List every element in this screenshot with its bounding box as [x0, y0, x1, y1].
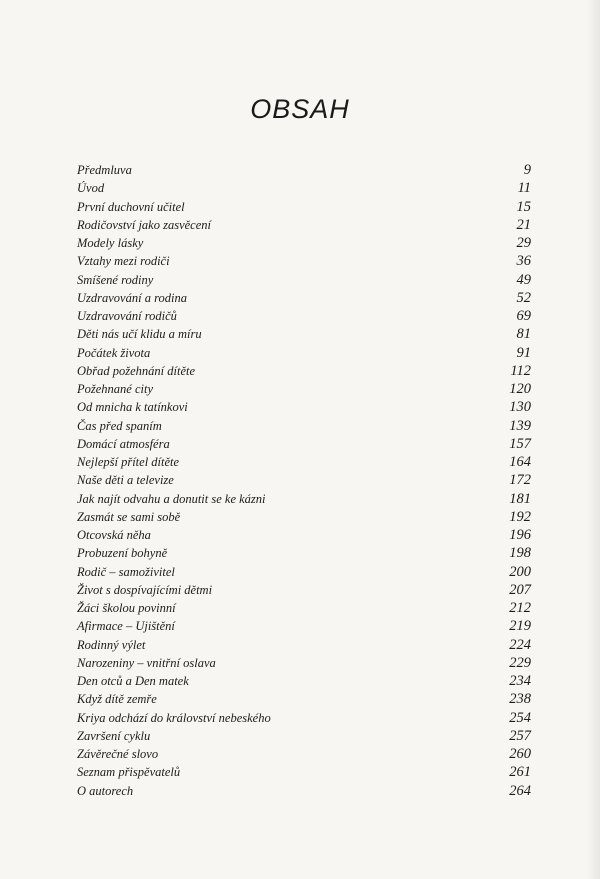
toc-entry-title: Vztahy mezi rodiči	[77, 254, 170, 269]
toc-entry-page-number: 164	[509, 454, 531, 470]
toc-entry-page-number: 238	[509, 691, 531, 708]
toc-entry-title: Závěrečné slovo	[77, 747, 159, 761]
toc-entry	[77, 289, 531, 307]
toc-entry-page-number: 212	[509, 600, 531, 616]
toc-entry-title: Narozeniny – vnitřní oslava	[77, 655, 216, 670]
toc-entry	[77, 325, 531, 343]
toc-entry-title: Život s dospívajícími dětmi	[77, 582, 213, 597]
toc-entry-page-number: 157	[509, 435, 531, 452]
toc-entry-page-number: 181	[509, 490, 531, 507]
toc-entry-title: Modely lásky	[77, 236, 144, 250]
toc-entry-title: Uzdravování rodičů	[77, 309, 177, 323]
toc-entry-page-number: 21	[516, 216, 531, 233]
toc-entry	[77, 672, 531, 690]
toc-entry	[77, 617, 531, 635]
table-of-contents	[77, 161, 531, 800]
toc-entry-page-number: 200	[509, 563, 531, 580]
toc-entry-title: První duchovní učitel	[77, 199, 185, 214]
toc-entry	[77, 198, 531, 216]
toc-entry	[77, 581, 531, 599]
toc-entry-title: Afirmace – Ujištění	[77, 619, 175, 634]
toc-entry-title: Jak najít odvahu a donutit se ke kázni	[77, 491, 266, 506]
toc-entry-page-number: 172	[509, 472, 531, 489]
toc-entry	[77, 690, 531, 708]
toc-entry-page-number: 192	[509, 508, 531, 525]
toc-entry-page-number: 112	[510, 362, 531, 379]
toc-entry-title: Nejlepší přítel dítěte	[77, 455, 180, 469]
toc-entry-title: Obřad požehnání dítěte	[77, 363, 196, 378]
toc-entry	[77, 490, 531, 508]
toc-entry-page-number: 196	[509, 527, 531, 543]
toc-entry	[77, 380, 531, 398]
toc-entry	[77, 234, 531, 252]
toc-entry-title: Zasmát se sami sobě	[77, 509, 181, 524]
toc-entry-page-number: 91	[516, 344, 531, 361]
toc-entry-title: Seznam přispěvatelů	[77, 765, 181, 780]
toc-entry	[77, 636, 531, 654]
toc-entry-title: Završení cyklu	[77, 728, 151, 743]
toc-entry-title: Naše děti a televize	[77, 473, 174, 488]
toc-entry	[77, 654, 531, 672]
toc-entry	[77, 417, 531, 435]
toc-entry-page-number: 139	[509, 417, 531, 434]
toc-entry	[77, 435, 531, 453]
toc-entry	[77, 471, 531, 489]
toc-entry-page-number: 264	[509, 782, 531, 799]
toc-entry	[77, 709, 531, 727]
toc-entry-title: Počátek života	[77, 345, 151, 360]
toc-entry	[77, 727, 531, 745]
toc-entry	[77, 344, 531, 362]
toc-entry	[77, 161, 531, 179]
toc-entry-page-number: 254	[509, 709, 531, 726]
toc-entry-title: Když dítě zemře	[77, 692, 157, 707]
toc-entry-title: Úvod	[77, 181, 105, 196]
toc-entry-page-number: 120	[509, 381, 531, 397]
toc-entry-title: Požehnané city	[77, 382, 154, 396]
toc-entry	[77, 453, 531, 471]
toc-entry-page-number: 15	[516, 198, 531, 215]
toc-entry-title: Smíšené rodiny	[77, 272, 154, 287]
toc-entry-page-number: 81	[516, 326, 531, 343]
toc-entry	[77, 763, 531, 781]
toc-entry-page-number: 69	[516, 308, 531, 324]
toc-entry-page-number: 207	[509, 581, 531, 598]
toc-entry-title: Žáci školou povinní	[77, 601, 176, 615]
toc-entry	[77, 563, 531, 581]
toc-entry	[77, 307, 531, 325]
toc-entry	[77, 782, 531, 800]
toc-entry-title: O autorech	[77, 783, 134, 798]
toc-entry	[77, 216, 531, 234]
toc-entry	[77, 179, 531, 197]
toc-entry-title: Probuzení bohyně	[77, 546, 168, 561]
toc-entry-page-number: 229	[509, 654, 531, 671]
toc-entry-title: Rodinný výlet	[77, 637, 146, 652]
toc-entry-page-number: 260	[509, 746, 531, 762]
toc-entry	[77, 271, 531, 289]
toc-entry	[77, 526, 531, 544]
toc-entry-page-number: 49	[516, 271, 531, 288]
toc-entry-title: Den otců a Den matek	[77, 674, 189, 688]
toc-entry-page-number: 9	[523, 162, 531, 178]
toc-entry-page-number: 29	[516, 235, 531, 251]
toc-entry-title: Předmluva	[77, 163, 132, 177]
toc-entry-title: Domácí atmosféra	[77, 436, 170, 451]
toc-entry	[77, 398, 531, 416]
toc-entry	[77, 745, 531, 763]
toc-entry-page-number: 219	[509, 618, 531, 635]
toc-entry-page-number: 261	[509, 764, 531, 781]
toc-entry	[77, 362, 531, 380]
toc-entry	[77, 508, 531, 526]
toc-entry-title: Děti nás učí klidu a míru	[77, 327, 202, 342]
toc-entry-page-number: 257	[509, 727, 531, 744]
toc-entry-page-number: 224	[509, 636, 531, 653]
toc-entry-title: Rodičovství jako zasvěcení	[77, 217, 211, 232]
toc-entry-title: Rodič – samoživitel	[77, 564, 175, 579]
page-title: OBSAH	[250, 94, 350, 125]
page-edge-shadow	[586, 0, 600, 879]
toc-entry-title: Od mnicha k tatínkovi	[77, 400, 188, 415]
toc-entry-page-number: 36	[516, 253, 531, 270]
toc-entry-title: Čas před spaním	[77, 418, 162, 433]
toc-entry-title: Otcovská něha	[77, 528, 151, 542]
toc-entry-page-number: 234	[509, 673, 531, 689]
toc-entry	[77, 599, 531, 617]
toc-entry-page-number: 198	[509, 545, 531, 562]
toc-entry-page-number: 130	[509, 399, 531, 416]
toc-entry	[77, 544, 531, 562]
toc-entry-title: Uzdravování a rodina	[77, 290, 187, 305]
toc-entry	[77, 252, 531, 270]
toc-entry-page-number: 11	[517, 180, 531, 197]
toc-entry-title: Kriya odchází do království nebeského	[77, 710, 271, 725]
toc-entry-page-number: 52	[516, 289, 531, 306]
